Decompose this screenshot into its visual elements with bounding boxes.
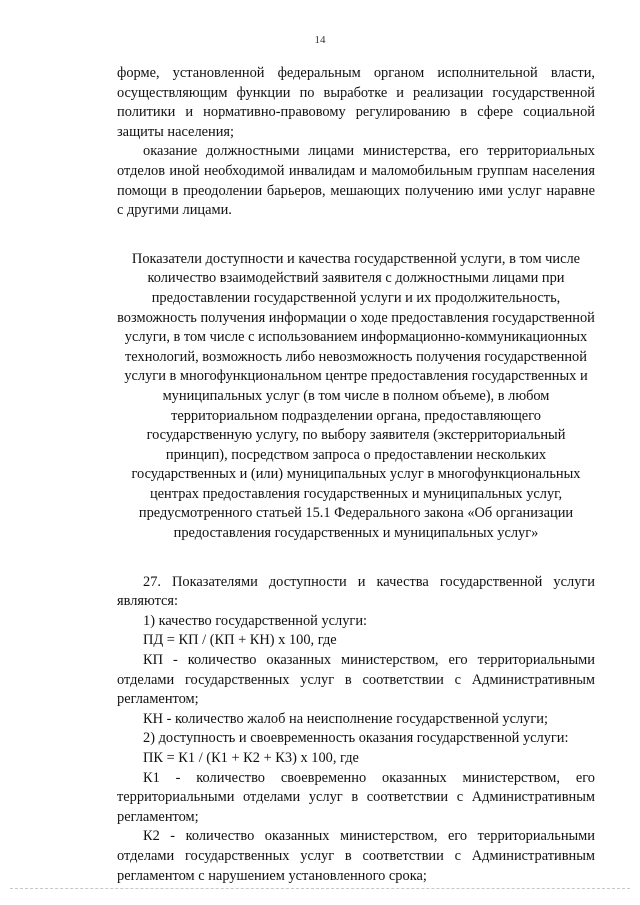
paragraph: форме, установленной федеральным органом исполнительной власти, осуществляющим функции по выработке и реализации государственной политики и нормативно-правовому регулированию в сфере социальной защиты населения; — [117, 65, 595, 140]
heading-line: Показатели доступности и качества государственной услуги, в том числе — [131, 250, 581, 267]
paragraph: оказание должностными лицами министерства, его территориальных отделов иной необходимой инвалидам и маломобильным группам населения помощи в преодолении барьеров, мешающих получению ими услуг наравне с другими лицами. — [117, 143, 595, 219]
document-body — [117, 64, 595, 886]
heading-line: технологий, возможность либо невозможность получения государственной — [125, 348, 587, 365]
top-paragraphs — [117, 64, 595, 221]
section-heading — [117, 250, 595, 544]
paragraph: 27. Показателями доступности и качества государственной услуги являются: — [117, 573, 595, 610]
heading-line: центрах предоставления государственных и муниципальных услуг, — [149, 485, 563, 502]
heading-line: государственных и (или) муниципальных услуг в многофункциональных — [131, 466, 581, 483]
bottom-paragraphs — [117, 573, 595, 887]
heading-line: принцип), посредством запроса о предоставлении нескольких — [165, 446, 547, 463]
page-number: 14 — [314, 34, 326, 46]
paragraph: 2) доступность и своевременность оказания государственной услуги: — [143, 730, 569, 747]
heading-line: услуги, в том числе с использованием информационно-коммуникационных — [124, 329, 588, 346]
heading-line: муниципальных услуг (в том числе в полном объеме), в любом — [162, 387, 550, 404]
heading-line: предоставлении государственной услуги и их продолжительность, — [151, 289, 561, 306]
paragraph: КН - количество жалоб на неисполнение государственной услуги; — [143, 710, 548, 727]
paragraph: 1) качество государственной услуги: — [143, 612, 368, 629]
heading-line: услуги в многофункциональном центре предоставления государственных и — [124, 368, 588, 385]
paragraph: К2 - количество оказанных министерством, его территориальными отделами государственных услуг в соответствии с Административным регламентом с нарушением установленного срока; — [117, 828, 595, 884]
paragraph: ПД = КП / (КП + КН) х 100, где — [143, 632, 337, 649]
heading-line: территориальном подразделении органа, предоставляющего — [171, 407, 541, 424]
footer-scan-line — [10, 888, 630, 889]
heading-line: возможность получения информации о ходе предоставления государственной — [117, 309, 595, 326]
heading-line: предусмотренного статьей 15.1 Федерального закона «Об организации — [138, 505, 574, 522]
paragraph: КП - количество оказанных министерством, его территориальными отделами государственных услуг в соответствии с Административным регламентом; — [117, 652, 595, 708]
paragraph: ПК = К1 / (К1 + К2 + К3) х 100, где — [143, 750, 359, 766]
heading-line: количество взаимодействий заявителя с должностными лицами при — [147, 270, 565, 287]
paragraph: К1 - количество своевременно оказанных министерством, его территориальными отделами услуг в соответствии с Административным регламентом; — [117, 769, 595, 825]
heading-line: государственную услугу, по выбору заявителя (экстерриториальный — [146, 427, 566, 444]
heading-line: предоставления государственных и муниципальных услуг» — [173, 525, 539, 542]
